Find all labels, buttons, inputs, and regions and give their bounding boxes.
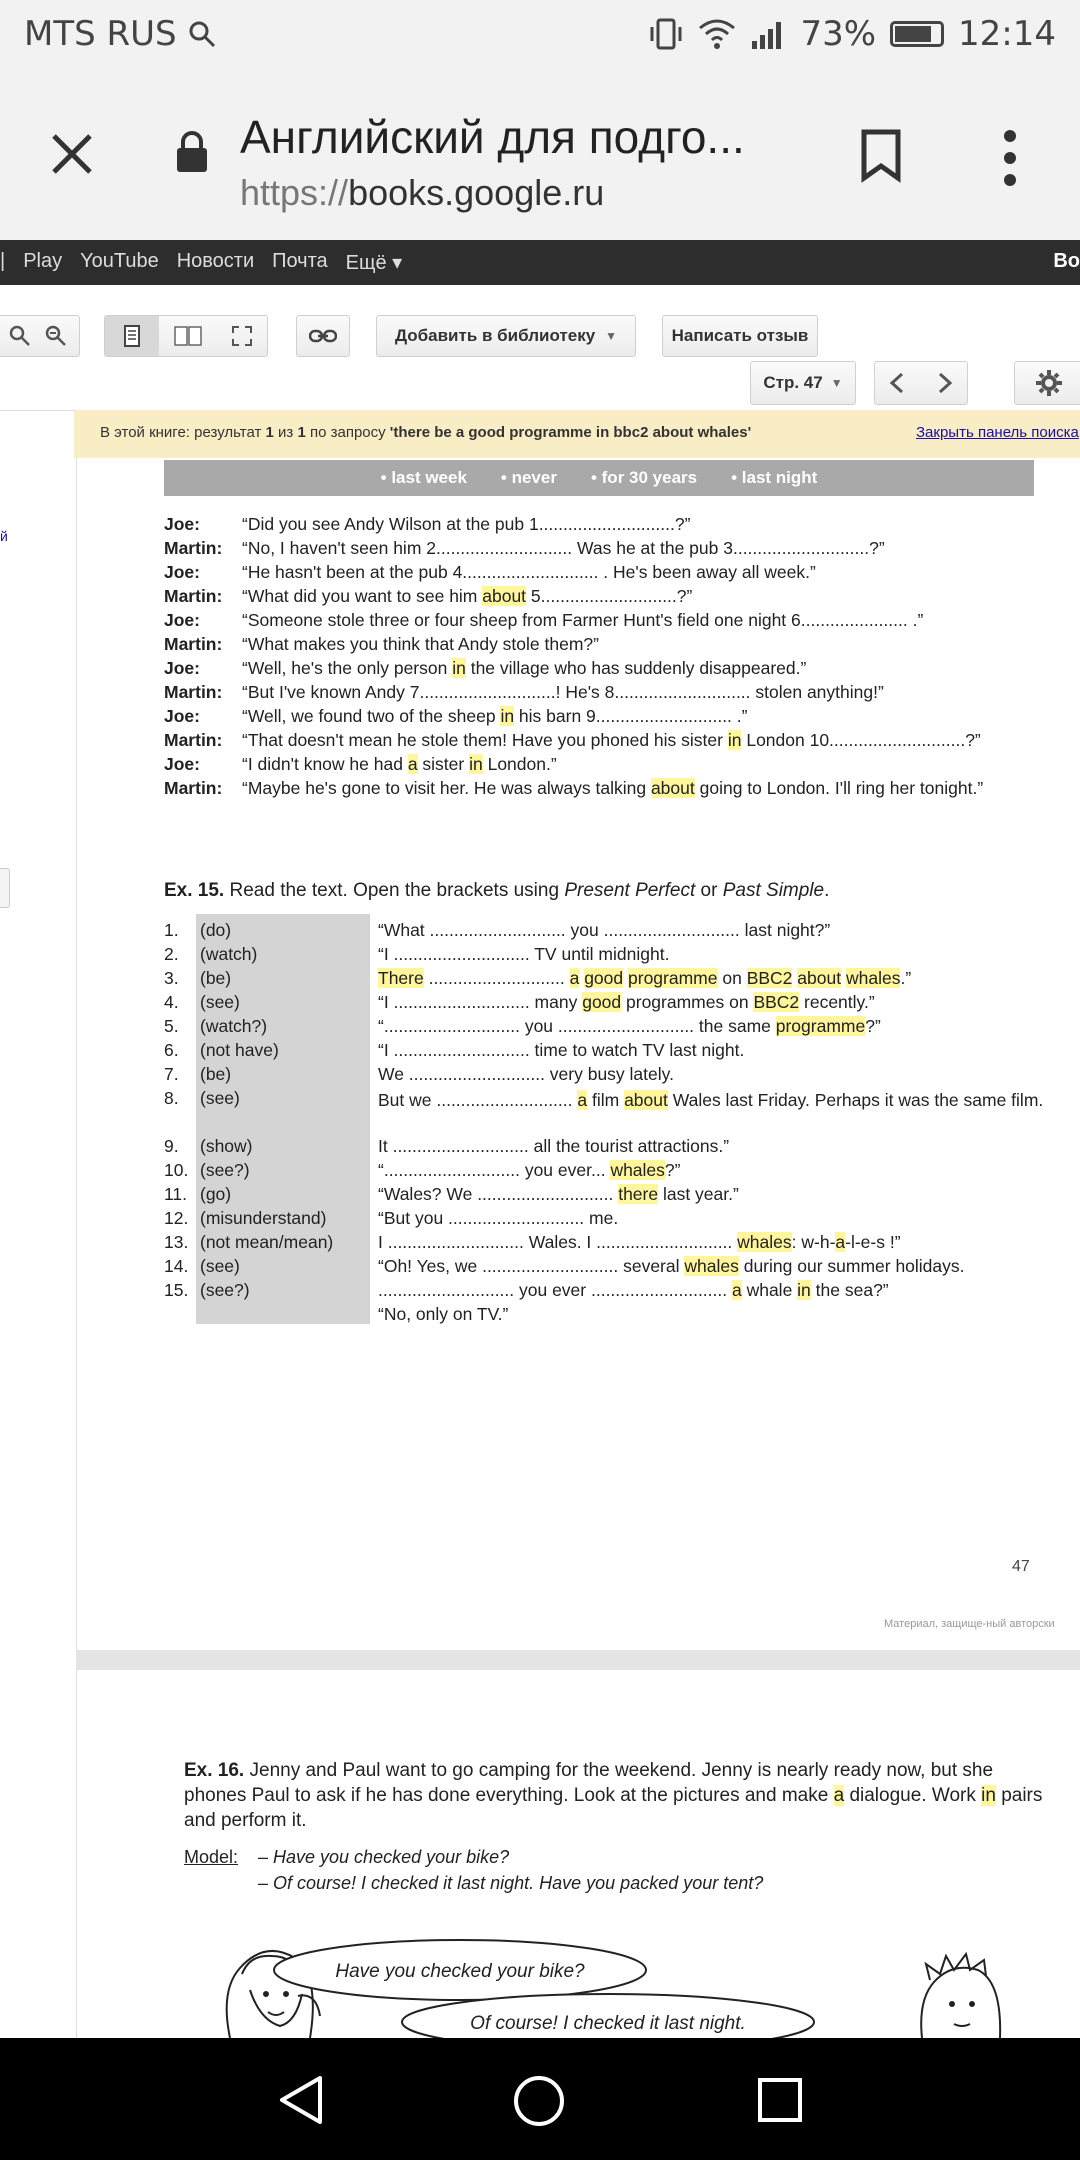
row-number: 9. bbox=[164, 1136, 179, 1156]
sidebar-edge-button[interactable] bbox=[0, 868, 10, 908]
row-sentence: But we ............................ a film about Wales last Friday. Perhaps it was the same film. bbox=[378, 1090, 1044, 1110]
row-sentence: It ............................ all the tourist attractions.” bbox=[378, 1136, 730, 1156]
page-nav-group bbox=[874, 361, 968, 405]
dialogue-line bbox=[164, 608, 1044, 632]
ex16-text: Jenny and Paul want to go camping for the weekend. Jenny is nearly ready now, but she phones Paul to ask if he has done everything. Look at the pictures and make a dialogue. Work in pairs and perform it. bbox=[184, 1760, 1043, 1831]
ex15-tense1: Present Perfect bbox=[564, 880, 696, 901]
dialogue-text: “Someone stole three or four sheep from Farmer Hunt's field one night 6...................... .” bbox=[242, 610, 924, 630]
model-line bbox=[184, 1844, 1054, 1870]
word-bar-item: • last night bbox=[731, 468, 818, 487]
android-nav-bar bbox=[0, 2038, 1080, 2160]
ex16-label: Ex. 16. bbox=[184, 1760, 245, 1781]
row-number: 4. bbox=[164, 992, 179, 1012]
row-sentence: “I ............................ many good programmes on BBC2 recently.” bbox=[378, 992, 875, 1012]
row-sentence: “What ............................ you ............................ last night?” bbox=[378, 920, 831, 940]
row-sentence: There ............................ a good programme on BBC2 about whales.” bbox=[378, 968, 912, 988]
two-page-view[interactable] bbox=[161, 316, 215, 356]
banner-prefix: В этой книге: результат bbox=[100, 424, 266, 441]
banner-mid2: по запросу bbox=[305, 424, 390, 441]
paul-drawing bbox=[921, 1954, 1000, 2038]
battery-icon bbox=[890, 21, 944, 47]
status-bar bbox=[0, 0, 1080, 72]
recents-icon[interactable] bbox=[756, 2076, 804, 2124]
sidebar-edge-link[interactable]: й bbox=[0, 528, 8, 544]
dialogue-line bbox=[164, 536, 1044, 560]
next-page-icon[interactable] bbox=[934, 372, 954, 394]
books-toolbar bbox=[0, 285, 1080, 411]
browser-header bbox=[0, 72, 1080, 240]
model-line bbox=[184, 1870, 1054, 1896]
single-page-view[interactable] bbox=[105, 316, 159, 356]
row-verb: (see) bbox=[200, 992, 240, 1012]
row-sentence: “Oh! Yes, we ............................ several whales during our summer holidays. bbox=[378, 1256, 965, 1276]
link-button[interactable] bbox=[296, 315, 350, 357]
dialogue-text: “I didn't know he had a sister in London.” bbox=[242, 754, 557, 774]
row-number: 8. bbox=[164, 1088, 179, 1108]
dialogue-line bbox=[164, 704, 1044, 728]
dialogue-line bbox=[164, 656, 1044, 680]
word-bar-item: • never bbox=[500, 468, 557, 487]
model-line-1: – Have you checked your bike? bbox=[258, 1847, 510, 1867]
single-page-icon bbox=[124, 325, 140, 347]
banner-n2: 1 bbox=[297, 424, 306, 441]
dialogue-text: “What did you want to see him about 5............................?” bbox=[242, 586, 693, 606]
ex15-row bbox=[164, 1304, 1044, 1328]
ex15-row bbox=[164, 1256, 1044, 1280]
row-sentence: “I ............................ time to watch TV last night. bbox=[378, 1040, 745, 1060]
dialogue-text: “No, I haven't seen him 2............................ Was he at the pub 3............................?” bbox=[242, 538, 885, 558]
row-number: 15. bbox=[164, 1280, 189, 1300]
back-icon[interactable] bbox=[276, 2074, 326, 2126]
row-number: 11. bbox=[164, 1184, 188, 1204]
view-mode-group bbox=[104, 315, 268, 357]
link-icon bbox=[309, 329, 337, 343]
speaker: Martin: bbox=[164, 682, 223, 702]
clock: 12:14 bbox=[958, 14, 1056, 54]
speaker: Joe: bbox=[164, 610, 200, 630]
search-result-text bbox=[100, 424, 751, 441]
dialogue-text: “Maybe he's gone to visit her. He was always talking about going to London. I'll ring her tonight.” bbox=[242, 778, 984, 798]
row-verb: (see) bbox=[200, 1256, 240, 1276]
page-chevron-icon: ▼ bbox=[830, 376, 843, 390]
row-sentence: “I ............................ TV until midnight. bbox=[378, 944, 670, 964]
close-search-panel-link[interactable]: Закрыть панель поиска bbox=[916, 424, 1079, 441]
word-bar bbox=[164, 460, 1034, 496]
row-number: 5. bbox=[164, 1016, 179, 1036]
row-number: 2. bbox=[164, 944, 179, 964]
page-number: 47 bbox=[1012, 1558, 1030, 1575]
write-review-label: Написать отзыв bbox=[671, 326, 809, 345]
row-number: 14. bbox=[164, 1256, 189, 1276]
carrier-name: MTS RUS bbox=[24, 14, 177, 54]
page-selector-label: Стр. 47 bbox=[763, 373, 823, 392]
ex15-row bbox=[164, 1136, 1044, 1160]
signal-icon bbox=[750, 19, 786, 49]
dialogue-line bbox=[164, 632, 1044, 656]
bubble-2-text: Of course! I checked it last night. bbox=[470, 2013, 746, 2034]
dialogue-text: “But I've known Andy 7............................! He's 8............................ stolen anything!” bbox=[242, 682, 884, 702]
row-number bbox=[164, 1304, 200, 1328]
dialogue-text: “He hasn't been at the pub 4............................ . He's been away all week.” bbox=[242, 562, 816, 582]
dialogue-line bbox=[164, 776, 1044, 800]
ex15-instruction: Read the text. Open the brackets using bbox=[224, 880, 565, 901]
dialogue-text: “What makes you think that Andy stole them?” bbox=[242, 634, 599, 654]
dialogue-text: “That doesn't mean he stole them! Have you phoned his sister in London 10............................?” bbox=[242, 730, 981, 750]
ex16-paragraph bbox=[184, 1758, 1054, 1833]
row-number: 7. bbox=[164, 1064, 179, 1084]
gbar-link-youtube[interactable]: YouTube bbox=[80, 250, 159, 272]
ex15-label: Ex. 15. bbox=[164, 880, 225, 901]
dialogue-line bbox=[164, 584, 1044, 608]
row-sentence: “No, only on TV.” bbox=[378, 1304, 509, 1324]
search-icon bbox=[187, 19, 217, 49]
gbar-link-news[interactable]: Новости bbox=[176, 250, 255, 272]
ex15-row bbox=[164, 1160, 1044, 1184]
banner-n1: 1 bbox=[265, 424, 274, 441]
row-number: 6. bbox=[164, 1040, 179, 1060]
dialogue-line bbox=[164, 512, 1044, 536]
row-sentence: ............................ you ever ............................ a whale in the sea?” bbox=[378, 1280, 889, 1300]
ex15-row bbox=[164, 1016, 1044, 1040]
gbar-link-play[interactable]: Play bbox=[23, 250, 63, 272]
lock-icon bbox=[174, 130, 210, 174]
ex16-model bbox=[184, 1844, 1054, 1896]
write-review-button[interactable] bbox=[662, 315, 818, 357]
row-sentence: I ............................ Wales. I ............................ whales: w-h-a-l-e-s !” bbox=[378, 1232, 901, 1252]
row-verb: (see?) bbox=[200, 1160, 250, 1180]
vibrate-icon bbox=[648, 17, 684, 51]
dialogue-text: “Did you see Andy Wilson at the pub 1............................?” bbox=[242, 514, 691, 534]
speaker: Joe: bbox=[164, 514, 200, 534]
model-label: Model: bbox=[184, 1847, 239, 1867]
page-selector[interactable] bbox=[750, 361, 856, 405]
speaker: Joe: bbox=[164, 658, 200, 678]
ex15-row bbox=[164, 1280, 1044, 1304]
bubble-1-text: Have you checked your bike? bbox=[335, 1961, 585, 1982]
dialogue-text: “Well, we found two of the sheep in his barn 9............................ .” bbox=[242, 706, 748, 726]
url-text[interactable] bbox=[240, 172, 604, 214]
prev-page-icon[interactable] bbox=[888, 372, 908, 394]
page-title[interactable]: Английский для подго... bbox=[240, 111, 745, 163]
row-number: 12. bbox=[164, 1208, 189, 1228]
ex15-row bbox=[164, 1064, 1044, 1088]
carrier-label bbox=[24, 14, 217, 54]
settings-button[interactable] bbox=[1014, 361, 1080, 405]
home-icon[interactable] bbox=[512, 2074, 566, 2128]
row-sentence: “But you ............................ me. bbox=[378, 1208, 619, 1228]
status-icons bbox=[648, 14, 1056, 54]
more-menu-icon[interactable] bbox=[998, 128, 1022, 188]
row-verb: (see) bbox=[200, 1088, 240, 1108]
ex15-row bbox=[164, 1184, 1044, 1208]
row-verb: (watch) bbox=[200, 944, 258, 964]
dialogue-line bbox=[164, 728, 1044, 752]
close-tab-icon[interactable] bbox=[50, 132, 94, 176]
chevron-down-icon: ▼ bbox=[605, 329, 618, 343]
speaker: Martin: bbox=[164, 778, 223, 798]
ex15-row bbox=[164, 1040, 1044, 1064]
url-host: books.google.ru bbox=[348, 172, 605, 213]
ex15-row bbox=[164, 992, 1044, 1016]
row-number: 3. bbox=[164, 968, 179, 988]
model-line-2: – Of course! I checked it last night. Have you packed your tent? bbox=[258, 1873, 764, 1893]
ex15-row bbox=[164, 1232, 1044, 1256]
row-verb: (see?) bbox=[200, 1280, 250, 1300]
row-sentence: We ............................ very busy lately. bbox=[378, 1064, 674, 1084]
gear-icon bbox=[1035, 369, 1063, 397]
speaker: Joe: bbox=[164, 706, 200, 726]
dialogue-line bbox=[164, 680, 1044, 704]
speaker: Joe: bbox=[164, 562, 200, 582]
gbar-link-more[interactable]: Ещё ▾ bbox=[345, 252, 403, 274]
row-verb: (go) bbox=[200, 1184, 232, 1204]
row-number: 1. bbox=[164, 920, 179, 940]
speaker: Joe: bbox=[164, 754, 200, 774]
speaker: Martin: bbox=[164, 586, 223, 606]
row-verb: (be) bbox=[200, 968, 232, 988]
row-sentence: “Wales? We ............................ there last year.” bbox=[378, 1184, 739, 1204]
ex15-row bbox=[164, 1088, 1044, 1136]
ex15-row bbox=[164, 944, 1044, 968]
url-scheme: https:// bbox=[240, 172, 349, 213]
add-to-library-button[interactable] bbox=[376, 315, 636, 357]
row-number: 13. bbox=[164, 1232, 189, 1252]
dialogue bbox=[164, 512, 1044, 800]
row-sentence: “............................ you ever... whales?” bbox=[378, 1160, 681, 1180]
search-result-banner bbox=[74, 410, 1080, 458]
two-page-icon bbox=[174, 326, 202, 346]
add-library-label: Добавить в библиотеку bbox=[394, 326, 596, 345]
word-bar-item: • last week bbox=[380, 468, 467, 487]
gbar-edge: | bbox=[0, 250, 6, 272]
fullscreen-view[interactable] bbox=[215, 316, 269, 356]
camping-illustration bbox=[210, 1930, 1080, 2038]
page-gap bbox=[76, 1650, 1080, 1670]
dialogue-line bbox=[164, 752, 1044, 776]
row-verb: (not mean/mean) bbox=[200, 1232, 334, 1252]
row-verb: (watch?) bbox=[200, 1016, 268, 1036]
word-bar-item: • for 30 years bbox=[590, 468, 698, 487]
ex15-row bbox=[164, 968, 1044, 992]
copyright-notice: Материал, защище-ный авторски bbox=[884, 1618, 1055, 1630]
ex15-end: . bbox=[824, 880, 830, 901]
ex15-heading bbox=[164, 880, 829, 902]
speaker: Martin: bbox=[164, 730, 223, 750]
row-sentence: “............................ you ............................ the same programme?” bbox=[378, 1016, 881, 1036]
zoom-in-icon[interactable] bbox=[9, 325, 31, 347]
row-verb: (misunderstand) bbox=[200, 1208, 327, 1228]
ex15-or: or bbox=[695, 880, 723, 901]
row-verb: (be) bbox=[200, 1064, 232, 1084]
speaker: Martin: bbox=[164, 634, 223, 654]
gbar-link-mail[interactable]: Почта bbox=[272, 250, 328, 272]
row-verb: (do) bbox=[200, 920, 232, 940]
banner-query: 'there be a good programme in bbc2 about whales' bbox=[389, 424, 752, 441]
banner-mid1: из bbox=[273, 424, 298, 441]
row-verb: (not have) bbox=[200, 1040, 279, 1060]
zoom-group bbox=[0, 315, 80, 357]
fullscreen-icon bbox=[231, 325, 253, 347]
speaker: Martin: bbox=[164, 538, 223, 558]
ex15-row bbox=[164, 920, 1044, 944]
wifi-icon bbox=[698, 18, 736, 50]
row-verb bbox=[200, 1304, 378, 1328]
dialogue-line bbox=[164, 560, 1044, 584]
zoom-out-icon[interactable] bbox=[45, 325, 67, 347]
row-verb: (show) bbox=[200, 1136, 253, 1156]
google-apps-bar bbox=[0, 240, 1080, 285]
ex15-row bbox=[164, 1208, 1044, 1232]
bookmark-icon[interactable] bbox=[858, 128, 904, 184]
google-links bbox=[0, 250, 402, 275]
dialogue-text: “Well, he's the only person in the village who has suddenly disappeared.” bbox=[242, 658, 807, 678]
ex15-tense2: Past Simple bbox=[722, 880, 825, 901]
battery-percent: 73% bbox=[800, 14, 877, 54]
gbar-signin[interactable]: Во bbox=[1053, 250, 1080, 272]
row-number: 10. bbox=[164, 1160, 189, 1180]
